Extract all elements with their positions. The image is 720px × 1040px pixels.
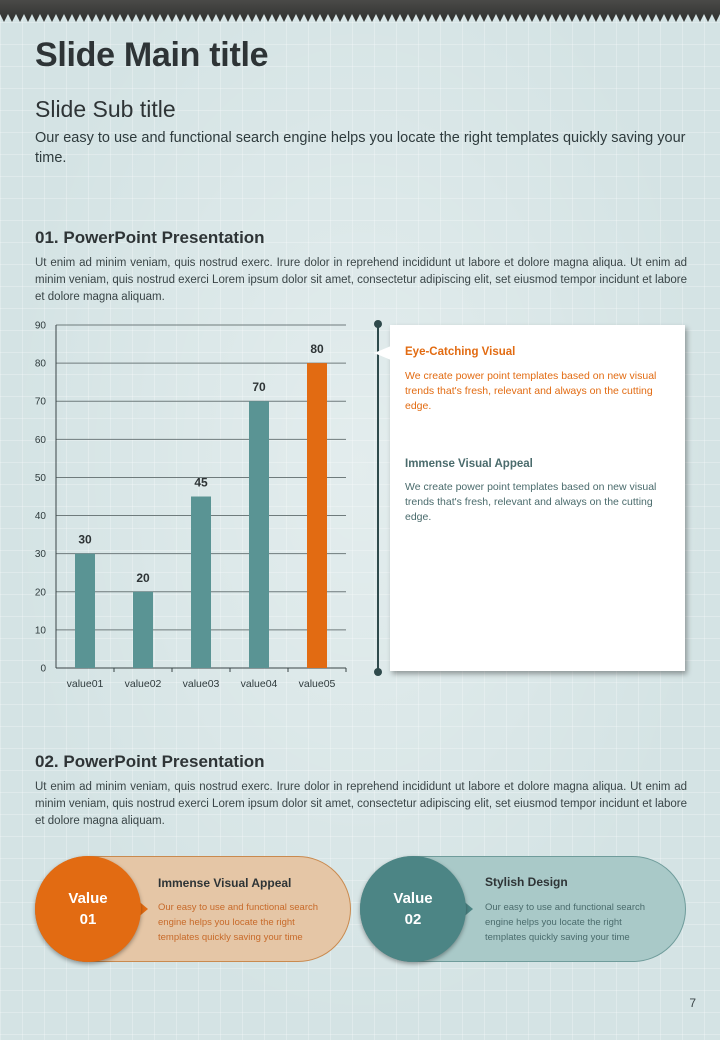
- bar: [191, 497, 211, 669]
- card-item-2-text: We create power point templates based on new visual trends that's fresh, relevant and always on the cutting edge.: [405, 481, 657, 523]
- bar: [133, 592, 153, 668]
- slide-main-title: Slide Main title: [35, 36, 269, 74]
- bar-value-label: 30: [78, 532, 92, 547]
- slide-sub-description: Our easy to use and functional search engine helps you locate the right templates quickly saving your time.: [35, 130, 686, 166]
- bar-value-label: 80: [310, 342, 324, 357]
- x-tick-label: value01: [66, 678, 104, 690]
- value-1-label: Value: [68, 890, 108, 907]
- value-2-title: Stylish Design: [485, 875, 568, 889]
- timeline-dot-bottom: [374, 668, 382, 676]
- bar: [75, 554, 95, 668]
- y-tick-label: 20: [34, 587, 46, 599]
- value-2-number: 02: [404, 911, 422, 928]
- section-2-body: Ut enim ad minim veniam, quis nostrud exerc. Irure dolor in reprehend incididunt ut labore et dolore magna aliqua. Ut enim ad minim veniam, quis nostrud exerci Lorem ipsum dolor sit amet, consectetur adipiscing elit, set eiusmod tempor incidunt et labore et dolore magna aliquam.: [35, 781, 687, 827]
- y-tick-label: 10: [34, 625, 46, 637]
- bar-chart: [30, 315, 360, 695]
- y-tick-label: 80: [34, 358, 46, 370]
- y-tick-label: 40: [34, 511, 46, 523]
- y-tick-label: 90: [34, 320, 46, 332]
- card-item-1-text: We create power point templates based on new visual trends that's fresh, relevant and always on the cutting edge.: [405, 370, 657, 412]
- section-1-body: Ut enim ad minim veniam, quis nostrud exerc. Irure dolor in reprehend incididunt ut labore et dolore magna aliqua. Ut enim ad minim veniam, quis nostrud exerci Lorem ipsum dolor sit amet, consectetur adipiscing elit, set eiusmod tempor incidunt et labore et dolore magna aliquam.: [35, 257, 687, 303]
- x-tick-label: value02: [124, 678, 162, 690]
- value-1-circle: [35, 856, 141, 962]
- card-pointer: [374, 344, 392, 362]
- card-item-1-title: Eye-Catching Visual: [405, 346, 516, 358]
- section-2-title: 02. PowerPoint Presentation: [35, 752, 265, 771]
- info-card: [390, 325, 685, 671]
- value-1-number: 01: [79, 911, 97, 928]
- timeline-dot-top: [374, 320, 382, 328]
- slide-sub-title: Slide Sub title: [35, 96, 176, 122]
- section-1-title: 01. PowerPoint Presentation: [35, 228, 265, 247]
- value-1-text: Our easy to use and functional search engine helps you locate the right templates quickly saving your time: [158, 902, 319, 943]
- bar-value-label: 45: [194, 475, 208, 490]
- card-item-2-title: Immense Visual Appeal: [405, 458, 533, 470]
- bar: [249, 401, 269, 668]
- page-number: 7: [689, 996, 696, 1010]
- bar: [307, 363, 327, 668]
- value-2-text: Our easy to use and functional search engine helps you locate the right templates quickly saving your time: [485, 902, 646, 943]
- bar-value-label: 70: [252, 380, 266, 395]
- y-tick-label: 70: [34, 396, 46, 408]
- y-tick-label: 30: [34, 549, 46, 561]
- value-2-label: Value: [393, 890, 433, 907]
- value-2-circle: [360, 856, 466, 962]
- y-tick-label: 60: [34, 434, 46, 446]
- y-tick-label: 0: [40, 663, 46, 675]
- x-tick-label: value04: [240, 678, 278, 690]
- bar-value-label: 20: [136, 570, 150, 585]
- value-1-title: Immense Visual Appeal: [158, 876, 292, 890]
- x-tick-label: value05: [298, 678, 336, 690]
- timeline-line: [377, 324, 379, 672]
- x-tick-label: value03: [182, 678, 220, 690]
- zigzag-top-border: [0, 0, 720, 22]
- y-tick-label: 50: [34, 472, 46, 484]
